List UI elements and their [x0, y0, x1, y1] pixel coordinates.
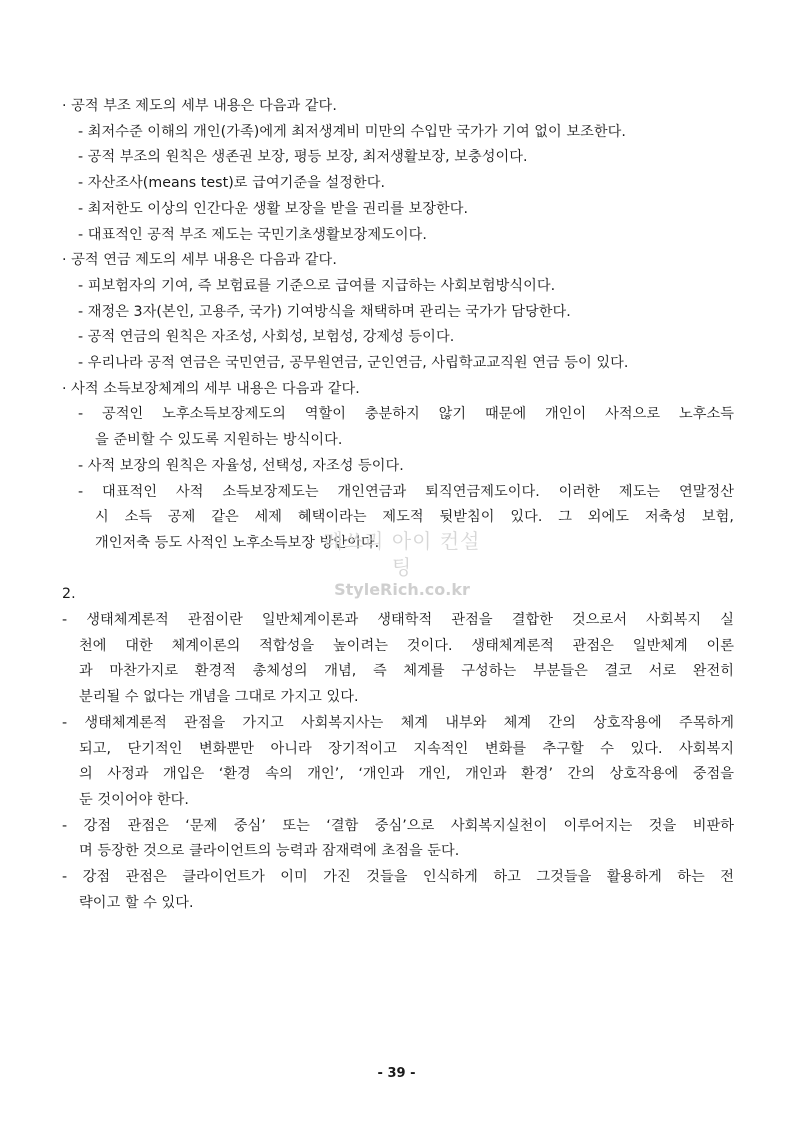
list-item: - 재정은 3자(본인, 고용주, 국가) 기여방식을 채택하며 관리는 국가가 담당한다. — [78, 303, 571, 320]
list-item-continuation: 분리될 수 없다는 개념을 그대로 가지고 있다. — [79, 689, 359, 706]
list-item: - 강점 관점은 클라이언트가 이미 가진 것들을 인식하게 하고 그것들을 활용하게 하는 전 — [62, 869, 734, 886]
list-item-continuation: 둔 것이어야 한다. — [79, 791, 189, 808]
page-body — [62, 94, 734, 916]
list-item-continuation: 개인저축 등도 사적인 노후소득보장 방안이다. — [95, 534, 380, 551]
section-income-security — [62, 94, 734, 557]
list-item: - 피보험자의 기여, 즉 보험료를 기준으로 급여를 지급하는 사회보험방식이다. — [78, 277, 556, 294]
list-item-continuation: 략이고 할 수 있다. — [79, 894, 194, 911]
list-item-continuation: 을 준비할 수 있도록 지원하는 방식이다. — [95, 432, 343, 449]
bullet-heading: · 공적 부조 제도의 세부 내용은 다음과 같다. — [62, 98, 337, 114]
list-item-continuation: 시 소득 공제 같은 세제 혜택이라는 제도적 뒷받침이 있다. 그 외에도 저축성 보험, — [95, 509, 734, 526]
list-item: - 생태체계론적 관점이란 일반체계이론과 생태학적 관점을 결합한 것으로서 사회복지 실 — [62, 612, 734, 629]
list-item-continuation: 천에 대한 체계이론의 적합성을 높이려는 것이다. 생태체계론적 관점은 일반체계 이론 — [79, 637, 734, 654]
section-ecosystem-perspective — [62, 608, 734, 916]
list-item: - 공적 부조의 원칙은 생존권 보장, 평등 보장, 최저생활보장, 보충성이다. — [78, 149, 528, 166]
bullet-heading: · 사적 소득보장체계의 세부 내용은 다음과 같다. — [62, 380, 360, 397]
watermark-site-text: StyleRich.co.kr — [334, 580, 470, 599]
watermark-top-text: 레쓰리 아이 컨설팅 — [323, 529, 481, 579]
list-item: - 대표적인 사적 소득보장제도는 개인연금과 퇴직연금제도이다. 이러한 제도는 연말정산 — [78, 483, 734, 500]
list-item: - 최저수준 이해의 개인(가족)에게 최저생계비 미만의 수입만 국가가 기여 없이 보조한다. — [78, 123, 626, 140]
list-item: - 공적 연금의 원칙은 자조성, 사회성, 보험성, 강제성 등이다. — [78, 329, 455, 346]
section-number: 2. — [62, 586, 76, 603]
list-item-continuation: 며 등장한 것으로 클라이언트의 능력과 잠재력에 초점을 둔다. — [79, 843, 460, 860]
list-item: - 대표적인 공적 부조 제도는 국민기초생활보장제도이다. — [78, 226, 427, 243]
list-item-continuation: 의 사정과 개입은 ‘환경 속의 개인’, ‘개인과 개인, 개인과 환경’ 간의 상호작용에 중점을 — [79, 766, 734, 783]
list-item: - 자산조사(means test)로 급여기준을 설정한다. — [78, 175, 386, 192]
list-item: - 사적 보장의 원칙은 자율성, 선택성, 자조성 등이다. — [78, 457, 404, 474]
list-item: - 우리나라 공적 연금은 국민연금, 공무원연금, 군인연금, 사립학교교직원 연금 등이 있다. — [78, 355, 629, 372]
page-number: - 39 - — [377, 1066, 416, 1081]
list-item: - 최저한도 이상의 인간다운 생활 보장을 받을 권리를 보장한다. — [78, 200, 469, 217]
list-item-continuation: 되고, 단기적인 변화뿐만 아니라 장기적이고 지속적인 변화를 추구할 수 있다. 사회복지 — [79, 740, 734, 757]
list-item: - 생태체계론적 관점을 가지고 사회복지사는 체계 내부와 체계 간의 상호작용에 주목하게 — [62, 714, 734, 731]
blank-line — [62, 557, 734, 583]
bullet-heading: · 공적 연금 제도의 세부 내용은 다음과 같다. — [62, 252, 337, 269]
list-item: - 공적인 노후소득보장제도의 역할이 충분하지 않기 때문에 개인이 사적으로 노후소득 — [78, 406, 734, 423]
list-item-continuation: 과 마찬가지로 환경적 총체성의 개념, 즉 체계를 구성하는 부분들은 결코 서로 완전히 — [79, 663, 734, 680]
list-item: - 강점 관점은 ‘문제 중심’ 또는 ‘결함 중심’으로 사회복지실천이 이루어지는 것을 비판하 — [62, 817, 734, 834]
